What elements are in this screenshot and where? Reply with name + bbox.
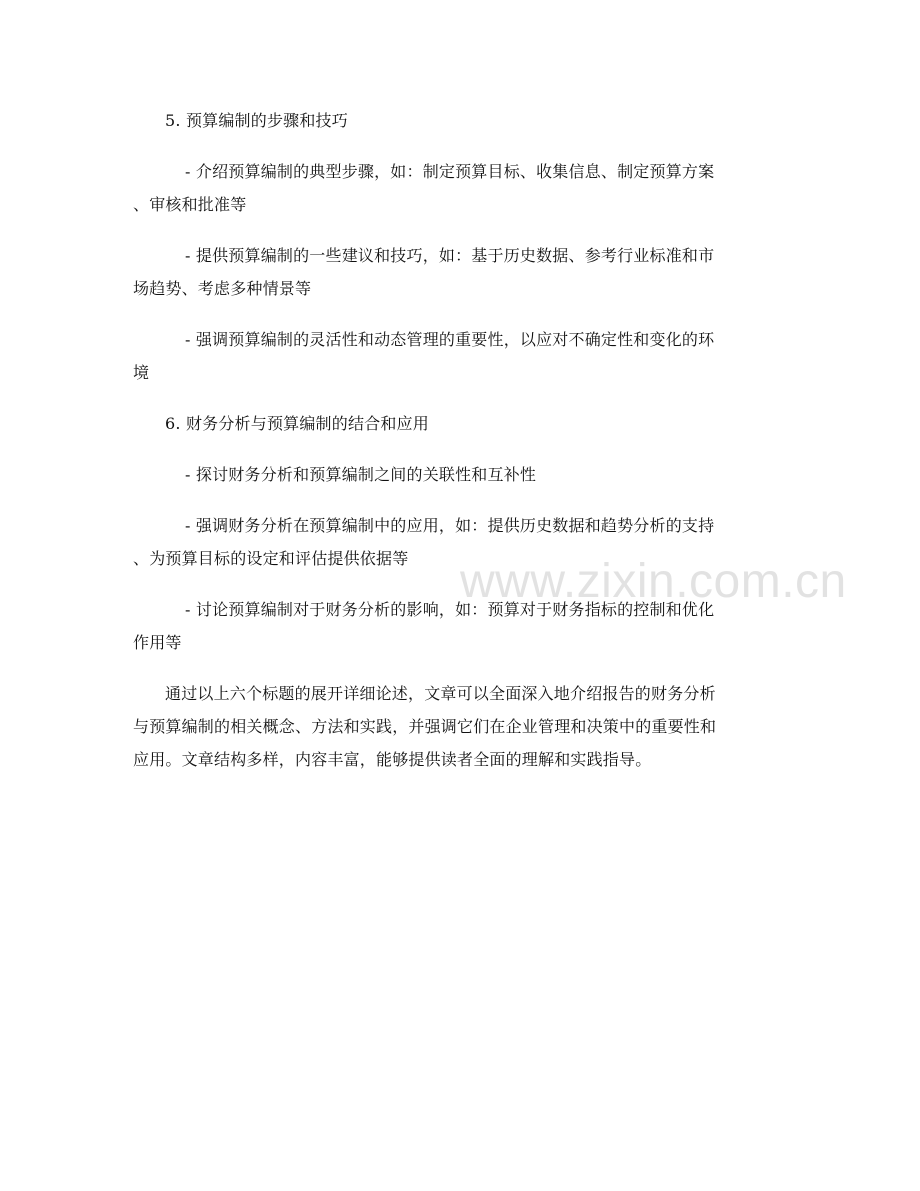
section-6-bullet-2-line-2: 、为预算目标的设定和评估提供依据等	[133, 549, 409, 568]
section-5-bullet-3-line-1: - 强调预算编制的灵活性和动态管理的重要性，以应对不确定性和变化的环	[185, 330, 715, 349]
section-5-bullet-1-line-1: - 介绍预算编制的典型步骤，如：制定预算目标、收集信息、制定预算方案	[185, 162, 715, 181]
conclusion-line-2: 与预算编制的相关概念、方法和实践，并强调它们在企业管理和决策中的重要性和	[133, 717, 717, 736]
watermark: www.zixin.com.cn	[460, 555, 847, 608]
section-5-bullet-2-line-1: - 提供预算编制的一些建议和技巧，如：基于历史数据、参考行业标准和市	[185, 246, 715, 265]
section-6-bullet-2-line-1: - 强调财务分析在预算编制中的应用，如：提供历史数据和趋势分析的支持	[185, 516, 715, 535]
conclusion-line-1: 通过以上六个标题的展开详细论述，文章可以全面深入地介绍报告的财务分析	[165, 684, 716, 703]
section-5-heading: 5. 预算编制的步骤和技巧	[165, 111, 348, 130]
section-6-bullet-3-line-1: - 讨论预算编制对于财务分析的影响，如：预算对于财务指标的控制和优化	[185, 600, 715, 619]
section-5-bullet-2-line-2: 场趋势、考虑多种情景等	[133, 279, 312, 298]
conclusion-line-3: 应用。文章结构多样，内容丰富，能够提供读者全面的理解和实践指导。	[133, 750, 652, 769]
section-5-bullet-3-line-2: 境	[133, 363, 150, 382]
section-6-heading: 6. 财务分析与预算编制的结合和应用	[165, 414, 429, 433]
section-6-bullet-1-line-1: - 探讨财务分析和预算编制之间的关联性和互补性	[185, 465, 537, 484]
section-6-bullet-3-line-2: 作用等	[133, 633, 182, 652]
section-5-bullet-1-line-2: 、审核和批准等	[133, 195, 247, 214]
